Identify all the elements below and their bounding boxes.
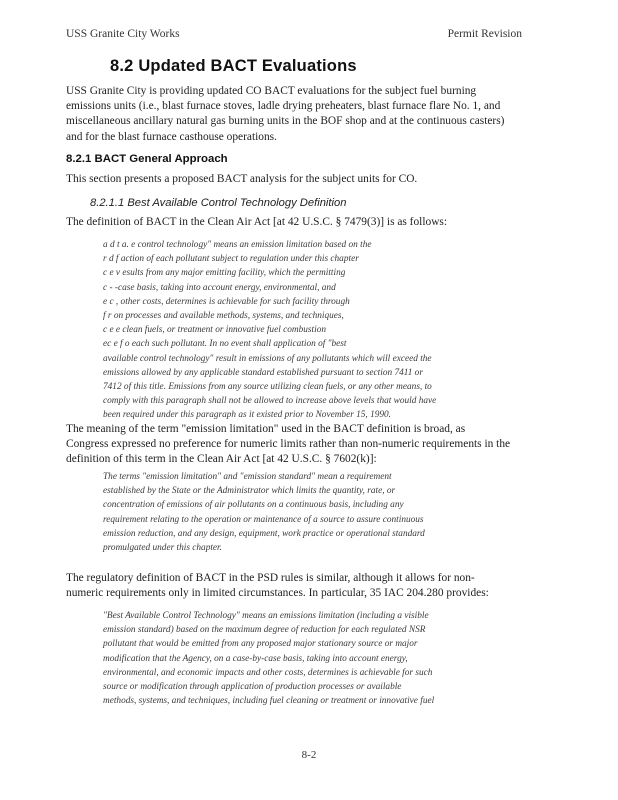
- iac-bact-quote: [103, 609, 493, 708]
- subsubsection-title: 8.2.1.1 Best Available Control Technology Definition: [90, 197, 347, 209]
- header-left: USS Granite City Works: [66, 28, 180, 40]
- emission-limitation-quote: [103, 470, 493, 555]
- subsection-text: This section presents a proposed BACT analysis for the subject units for CO.: [66, 173, 418, 185]
- quote-line: r d f action of each pollutant subject to regulation under this chapter: [103, 254, 359, 265]
- quote-line: "Best Available Control Technology" means an emissions limitation (including a visible: [103, 611, 429, 621]
- quote-line: requirement relating to the operation or maintenance of a source to assure continuous: [103, 514, 424, 525]
- emission-limitation-paragraph: [66, 422, 524, 468]
- paragraph-line: Congress expressed no preference for numeric limits rather than non-numeric requirements in the: [66, 438, 511, 451]
- quote-line: modification that the Agency, on a case-by-case basis, taking into account energy,: [103, 653, 408, 664]
- intro-line: USS Granite City is providing updated CO BACT evaluations for the subject fuel burning: [66, 85, 477, 97]
- quote-line: emission reduction, and any design, equipment, work practice or operational standard: [103, 528, 425, 539]
- quote-line: e c , other costs, determines is achievable for such facility through: [103, 296, 350, 307]
- bact-definition-quote: [103, 238, 493, 423]
- quote-line: concentration of emissions of air pollutants on a continuous basis, including any: [103, 500, 404, 511]
- quote-line: pollutant that would be emitted from any proposed major stationary source or major: [103, 639, 418, 650]
- quote-line: established by the State or the Administrator which limits the quantity, rate, or: [103, 486, 396, 497]
- paragraph-line: The regulatory definition of BACT in the PSD rules is similar, although it allows for non-: [66, 572, 475, 584]
- quote-line: available control technology" result in emissions of any pollutants which will exceed the: [103, 353, 432, 364]
- quote-line: 7412 of this title. Emissions from any source utilizing clean fuels, or any other means, to: [103, 382, 432, 393]
- quote-line: c e v esults from any major emitting facility, which the permitting: [103, 268, 346, 279]
- quote-line: The terms "emission limitation" and "emission standard" mean a requirement: [103, 472, 392, 482]
- header-right: Permit Revision: [447, 28, 522, 40]
- paragraph-line: The meaning of the term "emission limitation" used in the BACT definition is broad, as: [66, 423, 466, 435]
- subsubsection-text: The definition of BACT in the Clean Air Act [at 42 U.S.C. § 7479(3)] is as follows:: [66, 216, 448, 228]
- intro-paragraph: [66, 84, 524, 145]
- quote-line: c e e clean fuels, or treatment or innovative fuel combustion: [103, 325, 326, 336]
- quote-line: methods, systems, and techniques, including fuel cleaning or treatment or innovative fuel: [103, 696, 435, 707]
- quote-line: been required under this paragraph as it existed prior to November 15, 1990.: [103, 410, 392, 421]
- quote-line: source or modification through application of production processes or available: [103, 682, 402, 693]
- paragraph-line: numeric requirements only in limited circumstances. In particular, 35 IAC 204.280 provides:: [66, 587, 489, 600]
- intro-line: emissions units (i.e., blast furnace stoves, ladle drying preheaters, blast furnace flare No. 1, and: [66, 100, 501, 113]
- quote-line: f r on processes and available methods, systems, and techniques,: [103, 311, 344, 322]
- intro-line: miscellaneous ancillary natural gas burning units in the BOF shop and at the continuous casters): [66, 115, 505, 128]
- quote-line: promulgated under this chapter.: [103, 543, 222, 554]
- quote-line: ec e f o each such pollutant. In no event shall application of "best: [103, 339, 347, 350]
- quote-line: emission standard) based on the maximum degree of reduction for each regulated NSR: [103, 625, 426, 636]
- quote-line: comply with this paragraph shall not be allowed to increase above levels that would have: [103, 396, 437, 407]
- psd-rules-paragraph: [66, 571, 524, 601]
- quote-line: c - -case basis, taking into account energy, environmental, and: [103, 282, 336, 293]
- quote-line: emissions allowed by any applicable standard established pursuant to section 7411 or: [103, 367, 423, 378]
- section-title: 8.2 Updated BACT Evaluations: [110, 57, 357, 75]
- intro-line: and for the blast furnace casthouse operations.: [66, 130, 277, 143]
- quote-line: a d t a. e control technology" means an emission limitation based on the: [103, 240, 372, 250]
- paragraph-line: definition of this term in the Clean Air Act [at 42 U.S.C. § 7602(k)]:: [66, 453, 377, 466]
- subsection-title: 8.2.1 BACT General Approach: [66, 153, 228, 165]
- page-number: 8-2: [301, 749, 317, 761]
- quote-line: environmental, and economic impacts and other costs, determines is achievable for such: [103, 667, 433, 678]
